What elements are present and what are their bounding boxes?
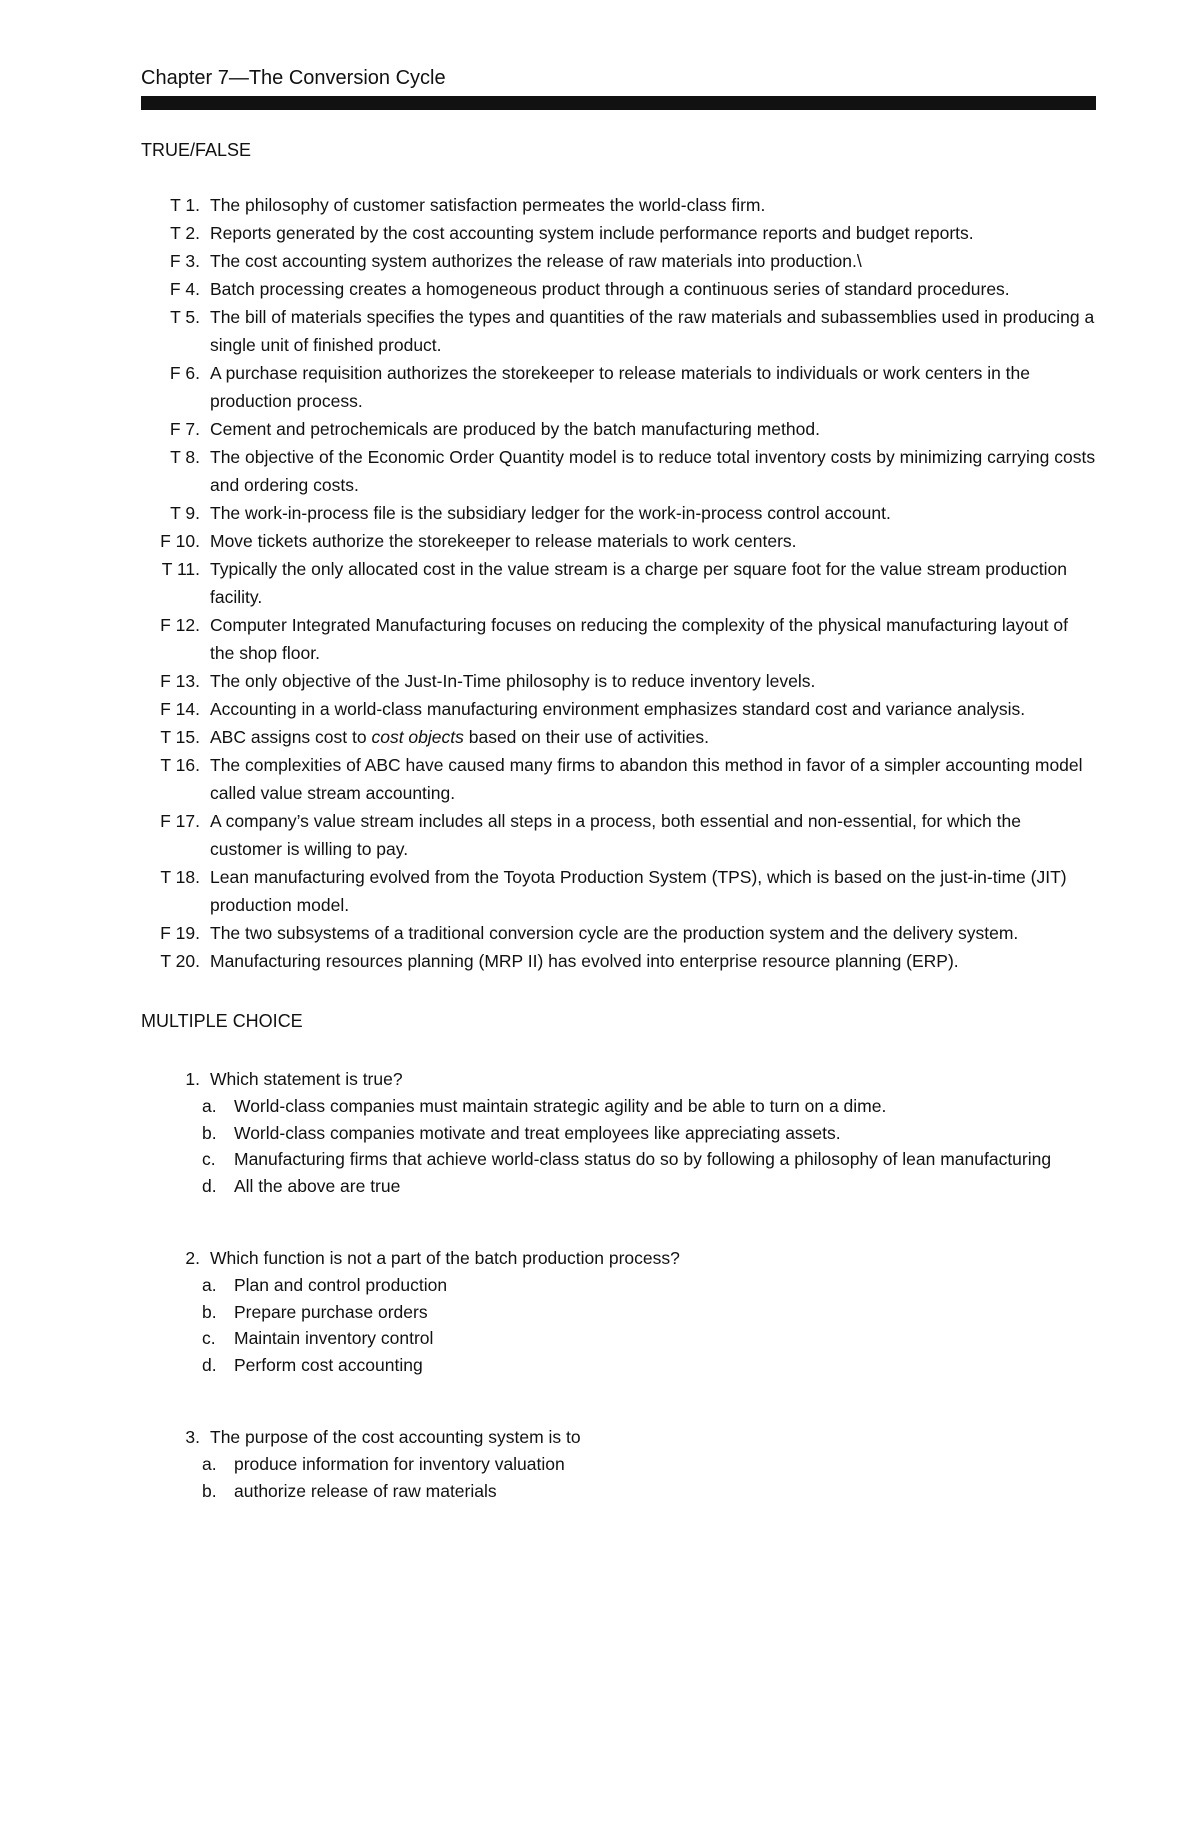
mc-question-text: The purpose of the cost accounting system is to xyxy=(210,1427,581,1447)
mc-question-number: 1. xyxy=(185,1069,200,1089)
tf-answer-number: F 14. xyxy=(160,699,200,719)
tf-item xyxy=(141,863,1096,919)
tf-item xyxy=(141,247,1096,275)
tf-answer-number: T 18. xyxy=(160,867,200,887)
mc-option xyxy=(200,1272,1096,1299)
true-false-list xyxy=(141,191,1096,975)
mc-question-line xyxy=(141,1245,1096,1272)
chapter-title: Chapter 7—The Conversion Cycle xyxy=(141,67,446,89)
mc-option-letter: b. xyxy=(202,1480,217,1501)
tf-statement: Move tickets authorize the storekeeper to release materials to work centers. xyxy=(210,531,797,551)
tf-statement xyxy=(210,723,1096,751)
mc-option-text: Plan and control production xyxy=(234,1275,448,1295)
tf-statement: The only objective of the Just-In-Time philosophy is to reduce inventory levels. xyxy=(210,671,816,691)
header-rule xyxy=(141,96,1096,110)
mc-option-text: World-class companies motivate and treat employees like appreciating assets. xyxy=(234,1122,841,1143)
tf-item xyxy=(141,611,1096,667)
tf-statement-italic: cost objects xyxy=(371,727,464,747)
mc-option xyxy=(200,1478,1096,1505)
tf-statement: Computer Integrated Manufacturing focuses on reducing the complexity of the physical manufacturing layout of the shop floor. xyxy=(210,615,1068,663)
mc-question-text: Which function is not a part of the batch production process? xyxy=(210,1248,680,1268)
mc-option-letter: a. xyxy=(202,1096,217,1116)
tf-answer-number: T 15. xyxy=(160,727,200,747)
tf-statement: A purchase requisition authorizes the storekeeper to release materials to individuals or work centers in the production process. xyxy=(210,363,1031,411)
tf-item xyxy=(141,499,1096,527)
tf-item xyxy=(141,919,1096,947)
tf-answer-number: T 5. xyxy=(170,307,200,327)
mc-option xyxy=(200,1093,1096,1120)
mc-question-text: Which statement is true? xyxy=(210,1069,403,1089)
tf-item xyxy=(141,947,1096,975)
mc-option-letter: a. xyxy=(202,1454,217,1474)
tf-answer-number: F 17. xyxy=(160,811,200,831)
tf-statement: The two subsystems of a traditional conversion cycle are the production system and the delivery system. xyxy=(210,923,1019,943)
mc-option-letter: b. xyxy=(202,1301,217,1322)
multiple-choice-heading: MULTIPLE CHOICE xyxy=(141,1011,303,1031)
mc-option-text: Manufacturing firms that achieve world-class status do so by following a philosophy of lean manufacturing xyxy=(234,1149,1052,1169)
tf-answer-number: F 6. xyxy=(169,363,200,383)
mc-option-text: All the above are true xyxy=(234,1175,401,1196)
tf-item xyxy=(141,723,1096,751)
tf-answer-number: F 7. xyxy=(169,419,200,439)
mc-question xyxy=(141,1424,1096,1504)
mc-question xyxy=(141,1066,1096,1199)
mc-option-text: Perform cost accounting xyxy=(234,1354,423,1375)
tf-item xyxy=(141,191,1096,219)
tf-statement: Typically the only allocated cost in the value stream is a charge per square foot for the value stream production facility. xyxy=(210,559,1067,607)
multiple-choice-list xyxy=(141,1066,1096,1504)
tf-statement: A company’s value stream includes all steps in a process, both essential and non-essential, for which the customer is willing to pay. xyxy=(210,811,1021,859)
mc-question-line xyxy=(141,1424,1096,1451)
tf-answer-number: T 16. xyxy=(160,755,200,775)
mc-question-number: 3. xyxy=(185,1427,200,1447)
tf-item xyxy=(141,807,1096,863)
mc-option-text: World-class companies must maintain strategic agility and be able to turn on a dime. xyxy=(234,1096,887,1116)
tf-item xyxy=(141,695,1096,723)
tf-statement: The objective of the Economic Order Quantity model is to reduce total inventory costs by minimizing carrying costs and ordering costs. xyxy=(210,447,1096,495)
mc-option-letter: d. xyxy=(202,1175,217,1196)
mc-option-text: authorize release of raw materials xyxy=(234,1480,497,1501)
mc-option-text: Prepare purchase orders xyxy=(234,1301,428,1322)
tf-answer-number: T 8. xyxy=(170,447,200,467)
mc-option-letter: c. xyxy=(202,1328,216,1348)
tf-statement-part: ABC assigns cost to xyxy=(210,727,372,747)
mc-question-line xyxy=(141,1066,1096,1093)
tf-answer-number: T 9. xyxy=(170,503,200,523)
tf-statement: The bill of materials specifies the types and quantities of the raw materials and subassemblies used in producing a single unit of finished product. xyxy=(210,307,1095,355)
mc-option xyxy=(200,1325,1096,1352)
tf-answer-number: T 20. xyxy=(160,951,200,971)
mc-option xyxy=(200,1146,1096,1173)
tf-item xyxy=(141,667,1096,695)
tf-statement: Cement and petrochemicals are produced by the batch manufacturing method. xyxy=(210,419,820,439)
tf-answer-number: F 3. xyxy=(169,251,200,271)
tf-item xyxy=(141,555,1096,611)
true-false-heading: TRUE/FALSE xyxy=(141,140,252,160)
tf-item xyxy=(141,275,1096,303)
tf-statement: Lean manufacturing evolved from the Toyota Production System (TPS), which is based on the just-in-time (JIT) production model. xyxy=(210,867,1067,915)
tf-statement: The complexities of ABC have caused many firms to abandon this method in favor of a simpler accounting model called value stream accounting. xyxy=(210,755,1083,803)
mc-option-letter: a. xyxy=(202,1275,217,1295)
tf-answer-number: T 1. xyxy=(170,195,200,215)
mc-option-letter: d. xyxy=(202,1354,217,1375)
mc-option xyxy=(200,1173,1096,1200)
tf-statement: The cost accounting system authorizes the release of raw materials into production.\ xyxy=(210,251,862,271)
tf-item xyxy=(141,359,1096,415)
tf-answer-number: T 2. xyxy=(170,223,200,243)
tf-statement: Batch processing creates a homogeneous product through a continuous series of standard procedures. xyxy=(210,279,1010,299)
mc-option xyxy=(200,1352,1096,1379)
mc-option xyxy=(200,1299,1096,1326)
document-page xyxy=(141,64,1096,1550)
tf-item xyxy=(141,303,1096,359)
tf-answer-number: F 19. xyxy=(160,923,200,943)
tf-item xyxy=(141,527,1096,555)
tf-answer-number: F 12. xyxy=(160,615,200,635)
tf-statement: Accounting in a world-class manufacturing environment emphasizes standard cost and variance analysis. xyxy=(210,699,1026,719)
mc-option-letter: b. xyxy=(202,1122,217,1143)
mc-option xyxy=(200,1120,1096,1147)
mc-option xyxy=(200,1451,1096,1478)
tf-item xyxy=(141,751,1096,807)
tf-item xyxy=(141,219,1096,247)
tf-answer-number: F 10. xyxy=(160,531,200,551)
tf-statement: The work-in-process file is the subsidiary ledger for the work-in-process control account. xyxy=(210,503,891,523)
tf-answer-number: F 4. xyxy=(169,279,200,299)
mc-option-text: produce information for inventory valuation xyxy=(234,1454,565,1474)
mc-option-text: Maintain inventory control xyxy=(234,1328,434,1348)
tf-item xyxy=(141,443,1096,499)
mc-question xyxy=(141,1245,1096,1378)
tf-statement: Manufacturing resources planning (MRP II) has evolved into enterprise resource planning (ERP). xyxy=(210,951,959,971)
tf-item xyxy=(141,415,1096,443)
tf-statement: The philosophy of customer satisfaction permeates the world-class firm. xyxy=(210,195,766,215)
tf-statement: Reports generated by the cost accounting system include performance reports and budget reports. xyxy=(210,223,974,243)
tf-answer-number: F 13. xyxy=(160,671,200,691)
tf-answer-number: T 11. xyxy=(161,559,200,579)
mc-option-letter: c. xyxy=(202,1149,216,1169)
mc-question-number: 2. xyxy=(185,1248,200,1268)
tf-statement-part: based on their use of activities. xyxy=(463,727,710,747)
